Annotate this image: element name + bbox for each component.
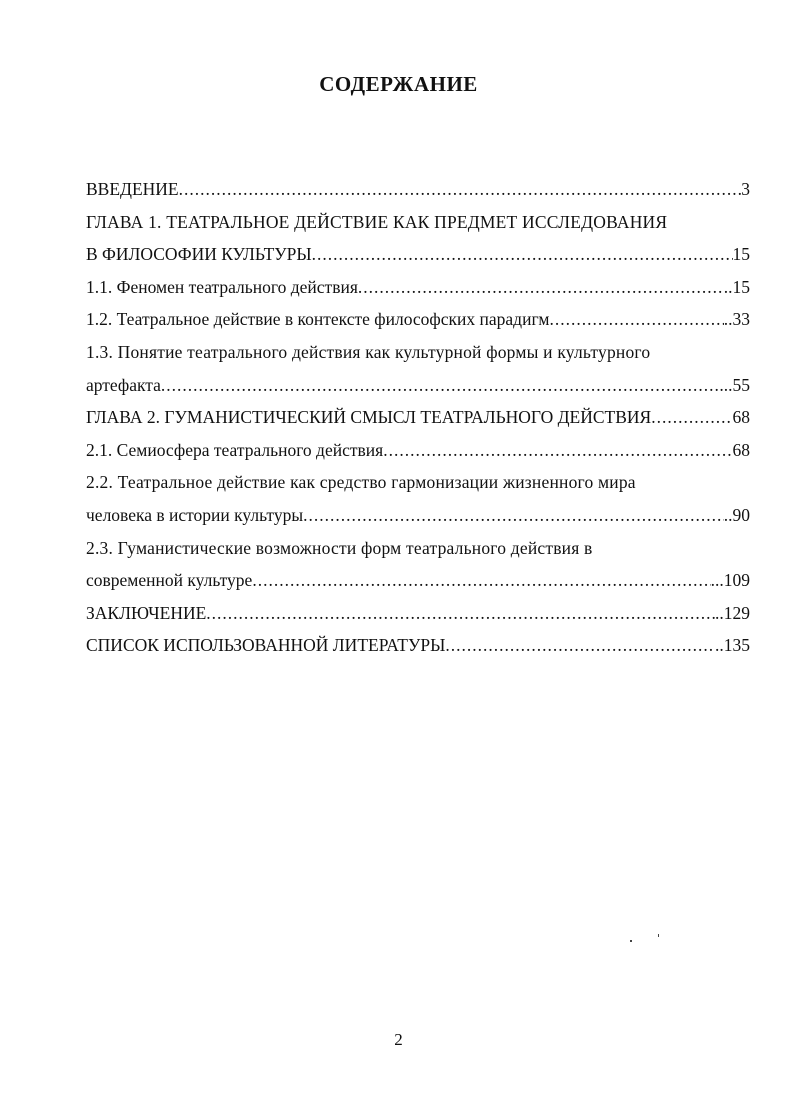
toc-entry-text: ЗАКЛЮЧЕНИЕ <box>86 602 207 623</box>
toc-entry-page: ...109 <box>710 570 750 591</box>
toc-leader-dots <box>383 434 732 467</box>
toc-entry-text: ВВЕДЕНИЕ <box>86 179 179 199</box>
toc-entry-text: ГЛАВА 1. ТЕАТРАЛЬНОЕ ДЕЙСТВИЕ КАК ПРЕДМЕТ ИССЛЕДОВАНИЯ <box>86 211 668 232</box>
toc-entry-text: В ФИЛОСОФИИ КУЛЬТУРЫ <box>86 244 312 265</box>
toc-entry <box>86 173 750 206</box>
toc-entry-text: 1.3. Понятие театрального действия как культурной формы и культурного <box>86 341 651 362</box>
toc-entry-text: 1.1. Феномен театрального действия <box>86 276 358 297</box>
scan-speck <box>630 940 632 942</box>
toc-entry <box>86 499 750 532</box>
toc-entry <box>86 336 750 369</box>
toc-leader-dots <box>651 401 732 434</box>
toc-entry <box>86 532 750 565</box>
table-of-contents <box>86 173 750 662</box>
page-number: 2 <box>394 1030 403 1049</box>
toc-entry-text: 2.3. Гуманистические возможности форм театрального действия в <box>86 537 593 558</box>
toc-leader-dots <box>549 303 723 336</box>
toc-entry <box>86 401 750 434</box>
toc-leader-dots <box>161 369 719 402</box>
toc-leader-dots <box>358 271 724 304</box>
toc-entry <box>86 629 750 662</box>
toc-entry-page: 68 <box>732 407 750 428</box>
toc-entry-page: ..135 <box>715 635 750 656</box>
toc-entry-text: 1.2. Театральное действие в контексте философских парадигм <box>86 309 550 330</box>
toc-entry-page: ..129 <box>715 602 750 623</box>
page-title: СОДЕРЖАНИЕ <box>319 72 478 96</box>
toc-entry-text: современной культуре <box>86 570 253 591</box>
toc-entry <box>86 238 750 271</box>
toc-entry-text: ГЛАВА 2. ГУМАНИСТИЧЕСКИЙ СМЫСЛ ТЕАТРАЛЬНОГО ДЕЙСТВИЯ <box>86 407 652 428</box>
toc-entry <box>86 564 750 597</box>
toc-entry-text: 2.2. Театральное действие как средство гармонизации жизненного мира <box>86 472 636 493</box>
toc-entry <box>86 434 750 467</box>
toc-entry <box>86 466 750 499</box>
toc-entry <box>86 271 750 304</box>
scan-specks <box>630 930 670 950</box>
toc-entry-page: 15 <box>732 244 750 265</box>
toc-entry-page: 3 <box>741 179 750 199</box>
toc-entry <box>86 303 750 336</box>
toc-entry-page: ..15 <box>723 276 750 297</box>
toc-entry-page: ...55 <box>719 374 750 395</box>
toc-entry-page: ..33 <box>723 309 750 330</box>
toc-leader-dots <box>179 173 742 206</box>
toc-leader-dots <box>312 238 733 271</box>
toc-leader-dots <box>252 564 710 597</box>
toc-entry-page: 68 <box>732 439 750 460</box>
toc-entry-text: человека в истории культуры <box>86 504 304 525</box>
toc-leader-dots <box>206 597 715 630</box>
toc-entry <box>86 597 750 630</box>
toc-entry-text: 2.1. Семиосфера театрального действия <box>86 439 384 460</box>
toc-leader-dots <box>303 499 724 532</box>
toc-entry-text: артефакта <box>86 374 161 395</box>
toc-entry <box>86 369 750 402</box>
toc-entry-page: ..90 <box>723 504 750 525</box>
toc-entry-text: СПИСОК ИСПОЛЬЗОВАННОЙ ЛИТЕРАТУРЫ <box>86 635 446 656</box>
toc-leader-dots <box>445 629 715 662</box>
scan-speck <box>658 934 659 937</box>
toc-entry <box>86 206 750 239</box>
